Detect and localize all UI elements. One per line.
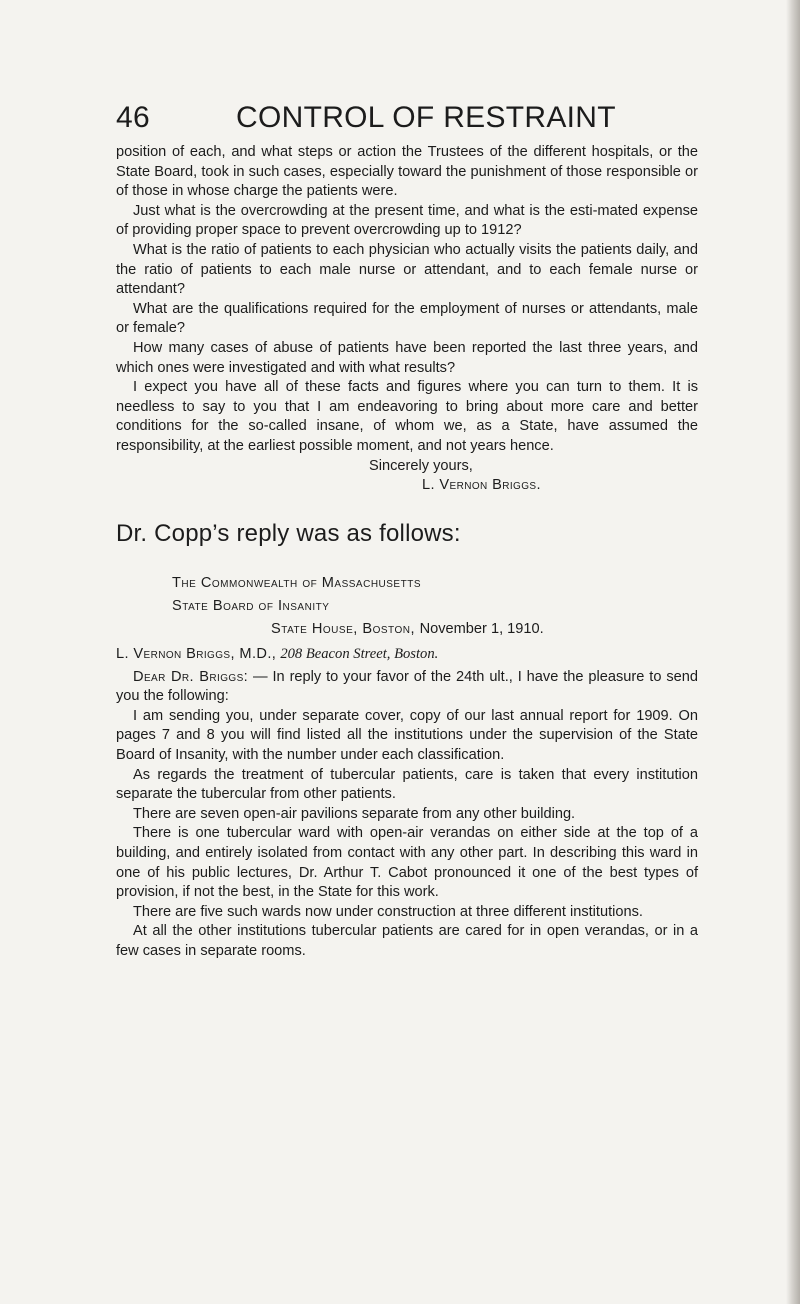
paragraph: At all the other institutions tubercular patients are cared for in open verandas, or in a few cases in separate rooms. (116, 923, 698, 959)
paragraph: What is the ratio of patients to each physician who actually visits the patients daily, and the ratio of patients to each male nurse or attendant, and to each female nurse or attendant? (116, 241, 698, 298)
letter-place: State House, Boston, (271, 620, 416, 637)
letter-date: November 1, 1910. (419, 620, 544, 637)
letterhead (116, 572, 698, 641)
paragraph: There is one tubercular ward with open-air verandas on either side at the top of a building, and entirely isolated from contact with any other part. In describing this ward in one of his public lectures, Dr. Arthur T. Cabot pronounced it one of the best types of provision, if not the best, in the State for this work. (116, 825, 698, 901)
letter-signature: L. Vernon Briggs. (422, 477, 541, 494)
letterhead-commonwealth: The Commonwealth of Massachusetts (172, 574, 421, 591)
salutation-text: — In reply to your favor of the 24th ult., I have the pleasure to send you the following: (116, 668, 698, 705)
section-heading: Dr. Copp’s reply was as follows: (116, 519, 461, 547)
salutation: Dear Dr. Briggs: (133, 668, 249, 685)
page-number: 46 (116, 101, 150, 134)
addressee (116, 644, 698, 665)
paragraph: I am sending you, under separate cover, copy of our last annual report for 1909. On pages 7 and 8 you will find listed all the institutions under the supervision of the State Board of Insanity, with the number under each classification. (116, 707, 698, 764)
addressee-address: 208 Beacon Street, Boston. (280, 645, 439, 662)
paragraph: position of each, and what steps or action the Trustees of the different hospitals, or the State Board, took in such cases, especially toward the punishment of those responsible or of those in whose charge the patients were. (116, 144, 698, 200)
paragraph: As regards the treatment of tubercular patients, care is taken that every institution separate the tubercular from other patients. (116, 766, 698, 803)
paragraph: Just what is the overcrowding at the present time, and what is the esti-mated expense of providing proper space to prevent overcrowding up to 1912? (116, 202, 698, 239)
paragraph: There are seven open-air pavilions separate from any other building. (133, 805, 576, 822)
running-head (116, 96, 698, 140)
letter-closing: Sincerely yours, (369, 457, 473, 474)
paragraph: I expect you have all of these facts and figures where you can turn to them. It is needless to say to you that I am endeavoring to bring about more care and better conditions for the so-called insane, of whom we, as a State, have assumed the responsibility, at the earliest possible moment, and not years hence. (116, 379, 698, 454)
paragraph: There are five such wards now under construction at three different institutions. (133, 903, 643, 920)
book-page (116, 96, 698, 962)
letter-from-briggs (116, 143, 698, 496)
letterhead-place-date (116, 618, 698, 641)
page-edge-shadow (786, 0, 800, 1304)
letter-from-copp (116, 668, 698, 962)
letterhead-board: State Board of Insanity (172, 597, 330, 614)
paragraph: How many cases of abuse of patients have been reported the last three years, and which ones were investigated and with what results? (116, 339, 698, 376)
addressee-name: L. Vernon Briggs, M.D., (116, 645, 277, 662)
paragraph: What are the qualifications required for the employment of nurses or attendants, male or female? (116, 300, 698, 337)
page-title: CONTROL OF RESTRAINT (236, 101, 616, 134)
salutation-paragraph (116, 668, 698, 707)
